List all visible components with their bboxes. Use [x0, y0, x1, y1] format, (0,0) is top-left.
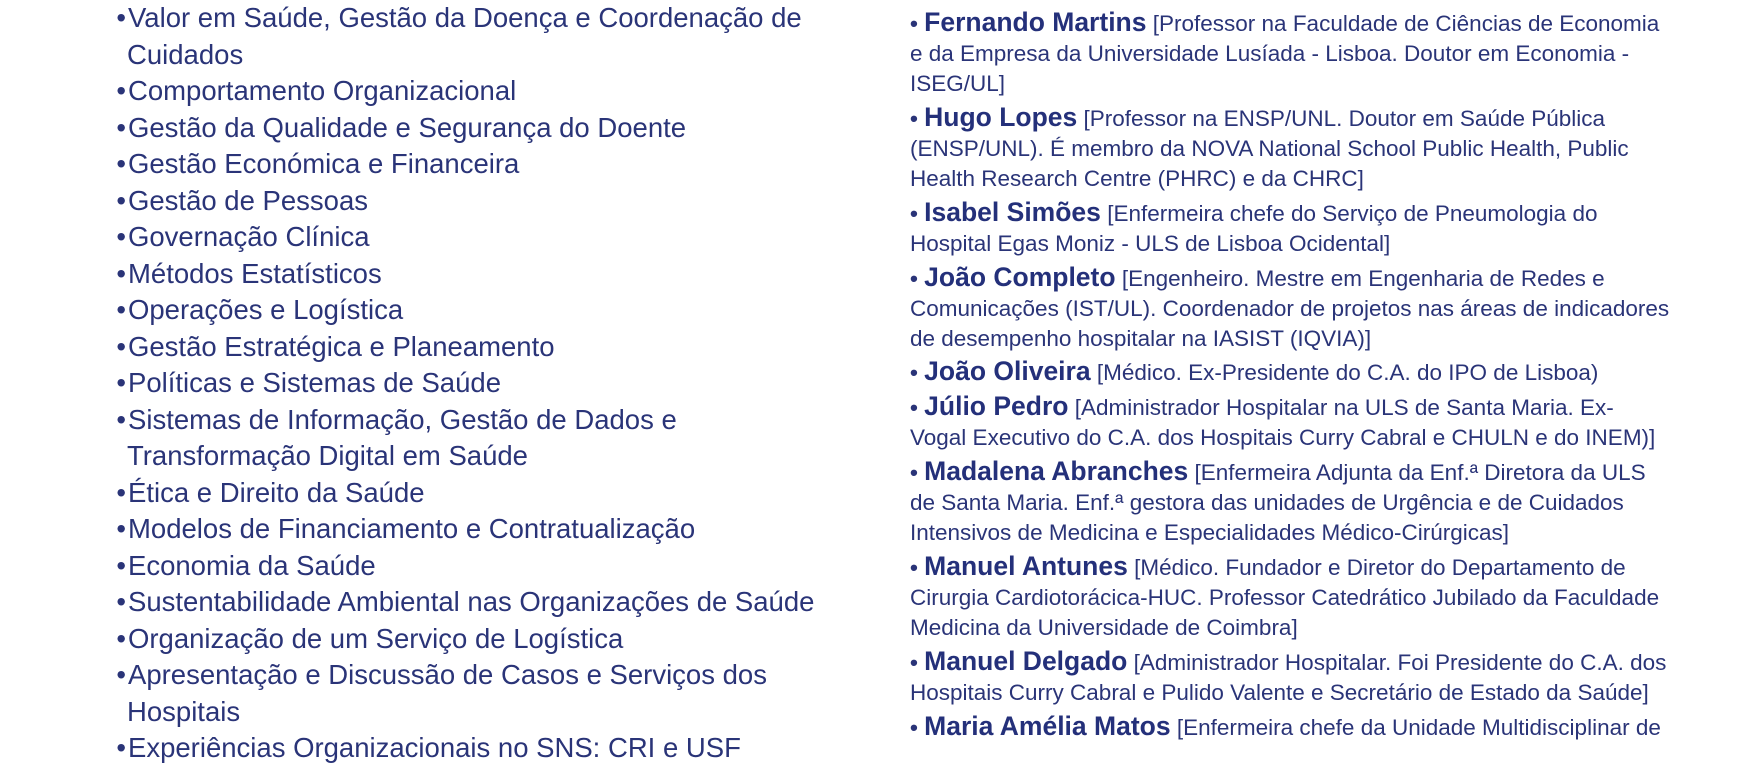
bullet: •: [116, 75, 126, 106]
bullet: •: [116, 549, 126, 581]
topic-text: Apresentação e Discussão de Casos e Serviços dos: [128, 659, 767, 690]
faculty-bio: [Professor na Faculdade de Ciências de Economia e da Empresa da Universidade Lusíada - Lisboa. Doutor em Economia - ISEG/UL]: [910, 11, 1660, 96]
topic-text: Gestão Estratégica e Planeamento: [128, 330, 555, 362]
bullet: •: [116, 330, 126, 362]
bullet: •: [116, 111, 126, 143]
faculty-entry: [910, 197, 1670, 259]
faculty-name: Maria Amélia Matos: [924, 711, 1171, 741]
bullet: •: [116, 367, 126, 398]
bullet: •: [116, 732, 126, 763]
faculty-bio: [Médico. Ex-Presidente do C.A. do IPO de Lisboa): [1096, 360, 1599, 385]
bullet: •: [116, 257, 126, 289]
faculty-name: Hugo Lopes: [924, 102, 1078, 132]
faculty-entry: [910, 356, 1670, 388]
bullet: •: [910, 266, 918, 291]
topic-item: [0, 73, 516, 110]
topic-item: [0, 621, 623, 658]
faculty-name: Júlio Pedro: [924, 391, 1069, 421]
bullet: •: [116, 659, 126, 690]
faculty-bio: [Professor na ENSP/UNL. Doutor em Saúde Pública (ENSP/UNL). É membro da NOVA National School Public Health, Public Health Research Centre (PHRC) e da CHRC]: [910, 106, 1629, 191]
topic-text: Governação Clínica: [128, 221, 370, 252]
faculty-bio: [Enfermeira chefe do Serviço de Pneumologia do Hospital Egas Moniz - ULS de Lisboa Ocidental]: [910, 201, 1598, 256]
topic-text: Modelos de Financiamento e Contratualização: [128, 513, 696, 544]
bullet: •: [116, 513, 126, 544]
faculty-name: Fernando Martins: [924, 7, 1147, 37]
topic-text: Comportamento Organizacional: [128, 75, 517, 106]
faculty-name: João Oliveira: [924, 356, 1091, 386]
topic-item: [0, 584, 814, 621]
topic-text: Sustentabilidade Ambiental nas Organizações de Saúde: [128, 586, 815, 617]
bullet: •: [116, 2, 126, 33]
topic-item: [0, 365, 501, 402]
bullet: •: [910, 715, 918, 740]
bullet: •: [116, 403, 126, 435]
topic-text: Ética e Direito da Saúde: [128, 476, 425, 508]
topic-item: [0, 730, 741, 767]
topic-text: Organização de um Serviço de Logística: [128, 622, 624, 654]
bullet: •: [910, 11, 918, 36]
faculty-entry: [910, 456, 1670, 548]
faculty-entry: [910, 391, 1670, 453]
topic-item: [0, 292, 403, 329]
topic-text: Políticas e Sistemas de Saúde: [128, 367, 501, 398]
faculty-bio: [Médico. Fundador e Diretor do Departamento de Cirurgia Cardiotorácica-HUC. Professor Catedrático Jubilado da Faculdade Medicina da Universidade de Coimbra]: [910, 555, 1660, 640]
faculty-bio: [Enfermeira chefe da Unidade Multidisciplinar de: [1176, 715, 1661, 740]
topic-text: Gestão de Pessoas: [128, 184, 369, 216]
faculty-name: João Completo: [924, 262, 1116, 292]
topic-text-continued: Transformação Digital em Saúde: [127, 440, 528, 471]
faculty-name: Manuel Antunes: [924, 551, 1128, 581]
topic-item: [0, 548, 376, 585]
faculty-bio: [Engenheiro. Mestre em Engenharia de Redes e Comunicações (IST/UL). Coordenador de projetos nas áreas de indicadores de desempenho hospitalar na IASIST (IQVIA)]: [910, 266, 1670, 351]
topic-item: [0, 329, 555, 366]
bullet: •: [116, 476, 126, 508]
bullet: •: [910, 201, 918, 226]
faculty-bio: [Administrador Hospitalar na ULS de Santa Maria. Ex-Vogal Executivo do C.A. dos Hospitais Curry Cabral e CHULN e do INEM)]: [910, 395, 1656, 450]
bullet: •: [910, 650, 918, 675]
topic-text: Sistemas de Informação, Gestão de Dados e: [128, 403, 677, 435]
faculty-bio: [Administrador Hospitalar. Foi Presidente do C.A. dos Hospitais Curry Cabral e Pulido Valente e Secretário de Estado da Saúde]: [910, 650, 1667, 705]
faculty-entry: [910, 646, 1670, 708]
topic-text: Gestão da Qualidade e Segurança do Doente: [128, 111, 687, 143]
topic-item: [0, 657, 767, 730]
faculty-entry: [910, 262, 1670, 354]
topic-text: Operações e Logística: [128, 294, 404, 325]
topic-text: Gestão Económica e Financeira: [128, 148, 520, 179]
topic-item: [0, 219, 370, 256]
topic-text-continued: Cuidados: [127, 38, 244, 70]
topic-text-continued: Hospitais: [127, 695, 241, 727]
faculty-entry: [910, 7, 1670, 99]
bullet: •: [116, 622, 126, 654]
bullet: •: [116, 148, 126, 179]
bullet: •: [116, 586, 126, 617]
faculty-name: Isabel Simões: [924, 197, 1101, 227]
bullet: •: [910, 555, 918, 580]
topic-item: [0, 110, 686, 147]
topic-item: [0, 0, 802, 73]
bullet: •: [910, 360, 918, 385]
topic-text: Economia da Saúde: [128, 549, 376, 581]
bullet: •: [910, 106, 918, 131]
topic-item: [0, 511, 695, 548]
topic-item: [0, 183, 368, 220]
bullet: •: [910, 395, 918, 420]
bullet: •: [116, 221, 126, 252]
topic-item: [0, 402, 677, 475]
bullet: •: [910, 460, 918, 485]
faculty-entry: [910, 711, 1670, 743]
topic-item: [0, 256, 382, 293]
faculty-entry: [910, 551, 1670, 643]
topic-text: Métodos Estatísticos: [128, 257, 382, 289]
faculty-name: Manuel Delgado: [924, 646, 1128, 676]
bullet: •: [116, 294, 126, 325]
topic-item: [0, 475, 425, 512]
topic-item: [0, 146, 519, 183]
faculty-bio: [Enfermeira Adjunta da Enf.ª Diretora da ULS de Santa Maria. Enf.ª gestora das unidades de Urgência e de Cuidados Intensivos de Medicina e Especialidades Médico-Cirúrgicas]: [910, 460, 1646, 545]
topic-text: Valor em Saúde, Gestão da Doença e Coordenação de: [128, 2, 802, 33]
faculty-name: Madalena Abranches: [924, 456, 1189, 486]
bullet: •: [116, 184, 126, 216]
topic-text: Experiências Organizacionais no SNS: CRI e USF: [128, 732, 741, 763]
faculty-entry: [910, 102, 1670, 194]
